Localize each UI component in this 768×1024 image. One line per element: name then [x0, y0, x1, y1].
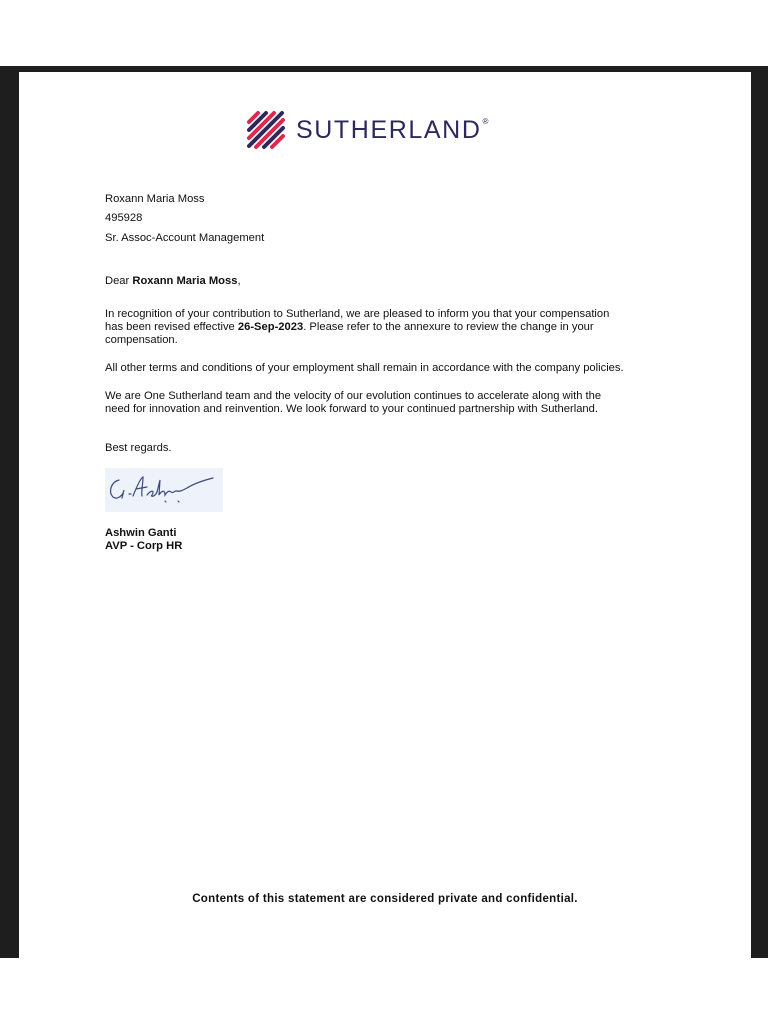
viewer-border-right: [751, 66, 768, 958]
letter-page: [19, 72, 751, 958]
signature-image: [105, 468, 223, 512]
partnership-paragraph: We are One Sutherland team and the velocity of our evolution continues to accelerate along with the need for innovation and reinvention. We look forward to your continued partnership with Sutherland.: [105, 390, 602, 415]
salutation: Dear Roxann Maria Moss,: [105, 275, 241, 287]
company-logo: [246, 108, 490, 152]
confidentiality-footer: Contents of this statement are considered private and confidential.: [192, 893, 578, 905]
top-margin: [0, 0, 768, 66]
recipient-id: 495928: [105, 212, 143, 224]
logo-wordmark: SUTHERLAND®: [296, 115, 490, 144]
effective-date: 26-Sep-2023: [237, 321, 304, 333]
sutherland-stripes-icon: [246, 110, 286, 150]
viewer-border-left: [0, 66, 19, 958]
signatory-name: Ashwin Ganti: [105, 527, 177, 539]
terms-paragraph: All other terms and conditions of your employment shall remain in accordance with the company policies.: [105, 362, 624, 374]
recipient-name: Roxann Maria Moss: [105, 193, 205, 205]
bottom-margin: [0, 958, 768, 1024]
compensation-paragraph: In recognition of your contribution to Sutherland, we are pleased to inform you that your compensation has been revised effective 26-Sep-2023. Please refer to the annexure to review the change in your compensation.: [105, 308, 610, 346]
closing: Best regards.: [105, 442, 172, 454]
recipient-title: Sr. Assoc-Account Management: [105, 232, 265, 244]
signatory-title: AVP - Corp HR: [105, 540, 183, 552]
